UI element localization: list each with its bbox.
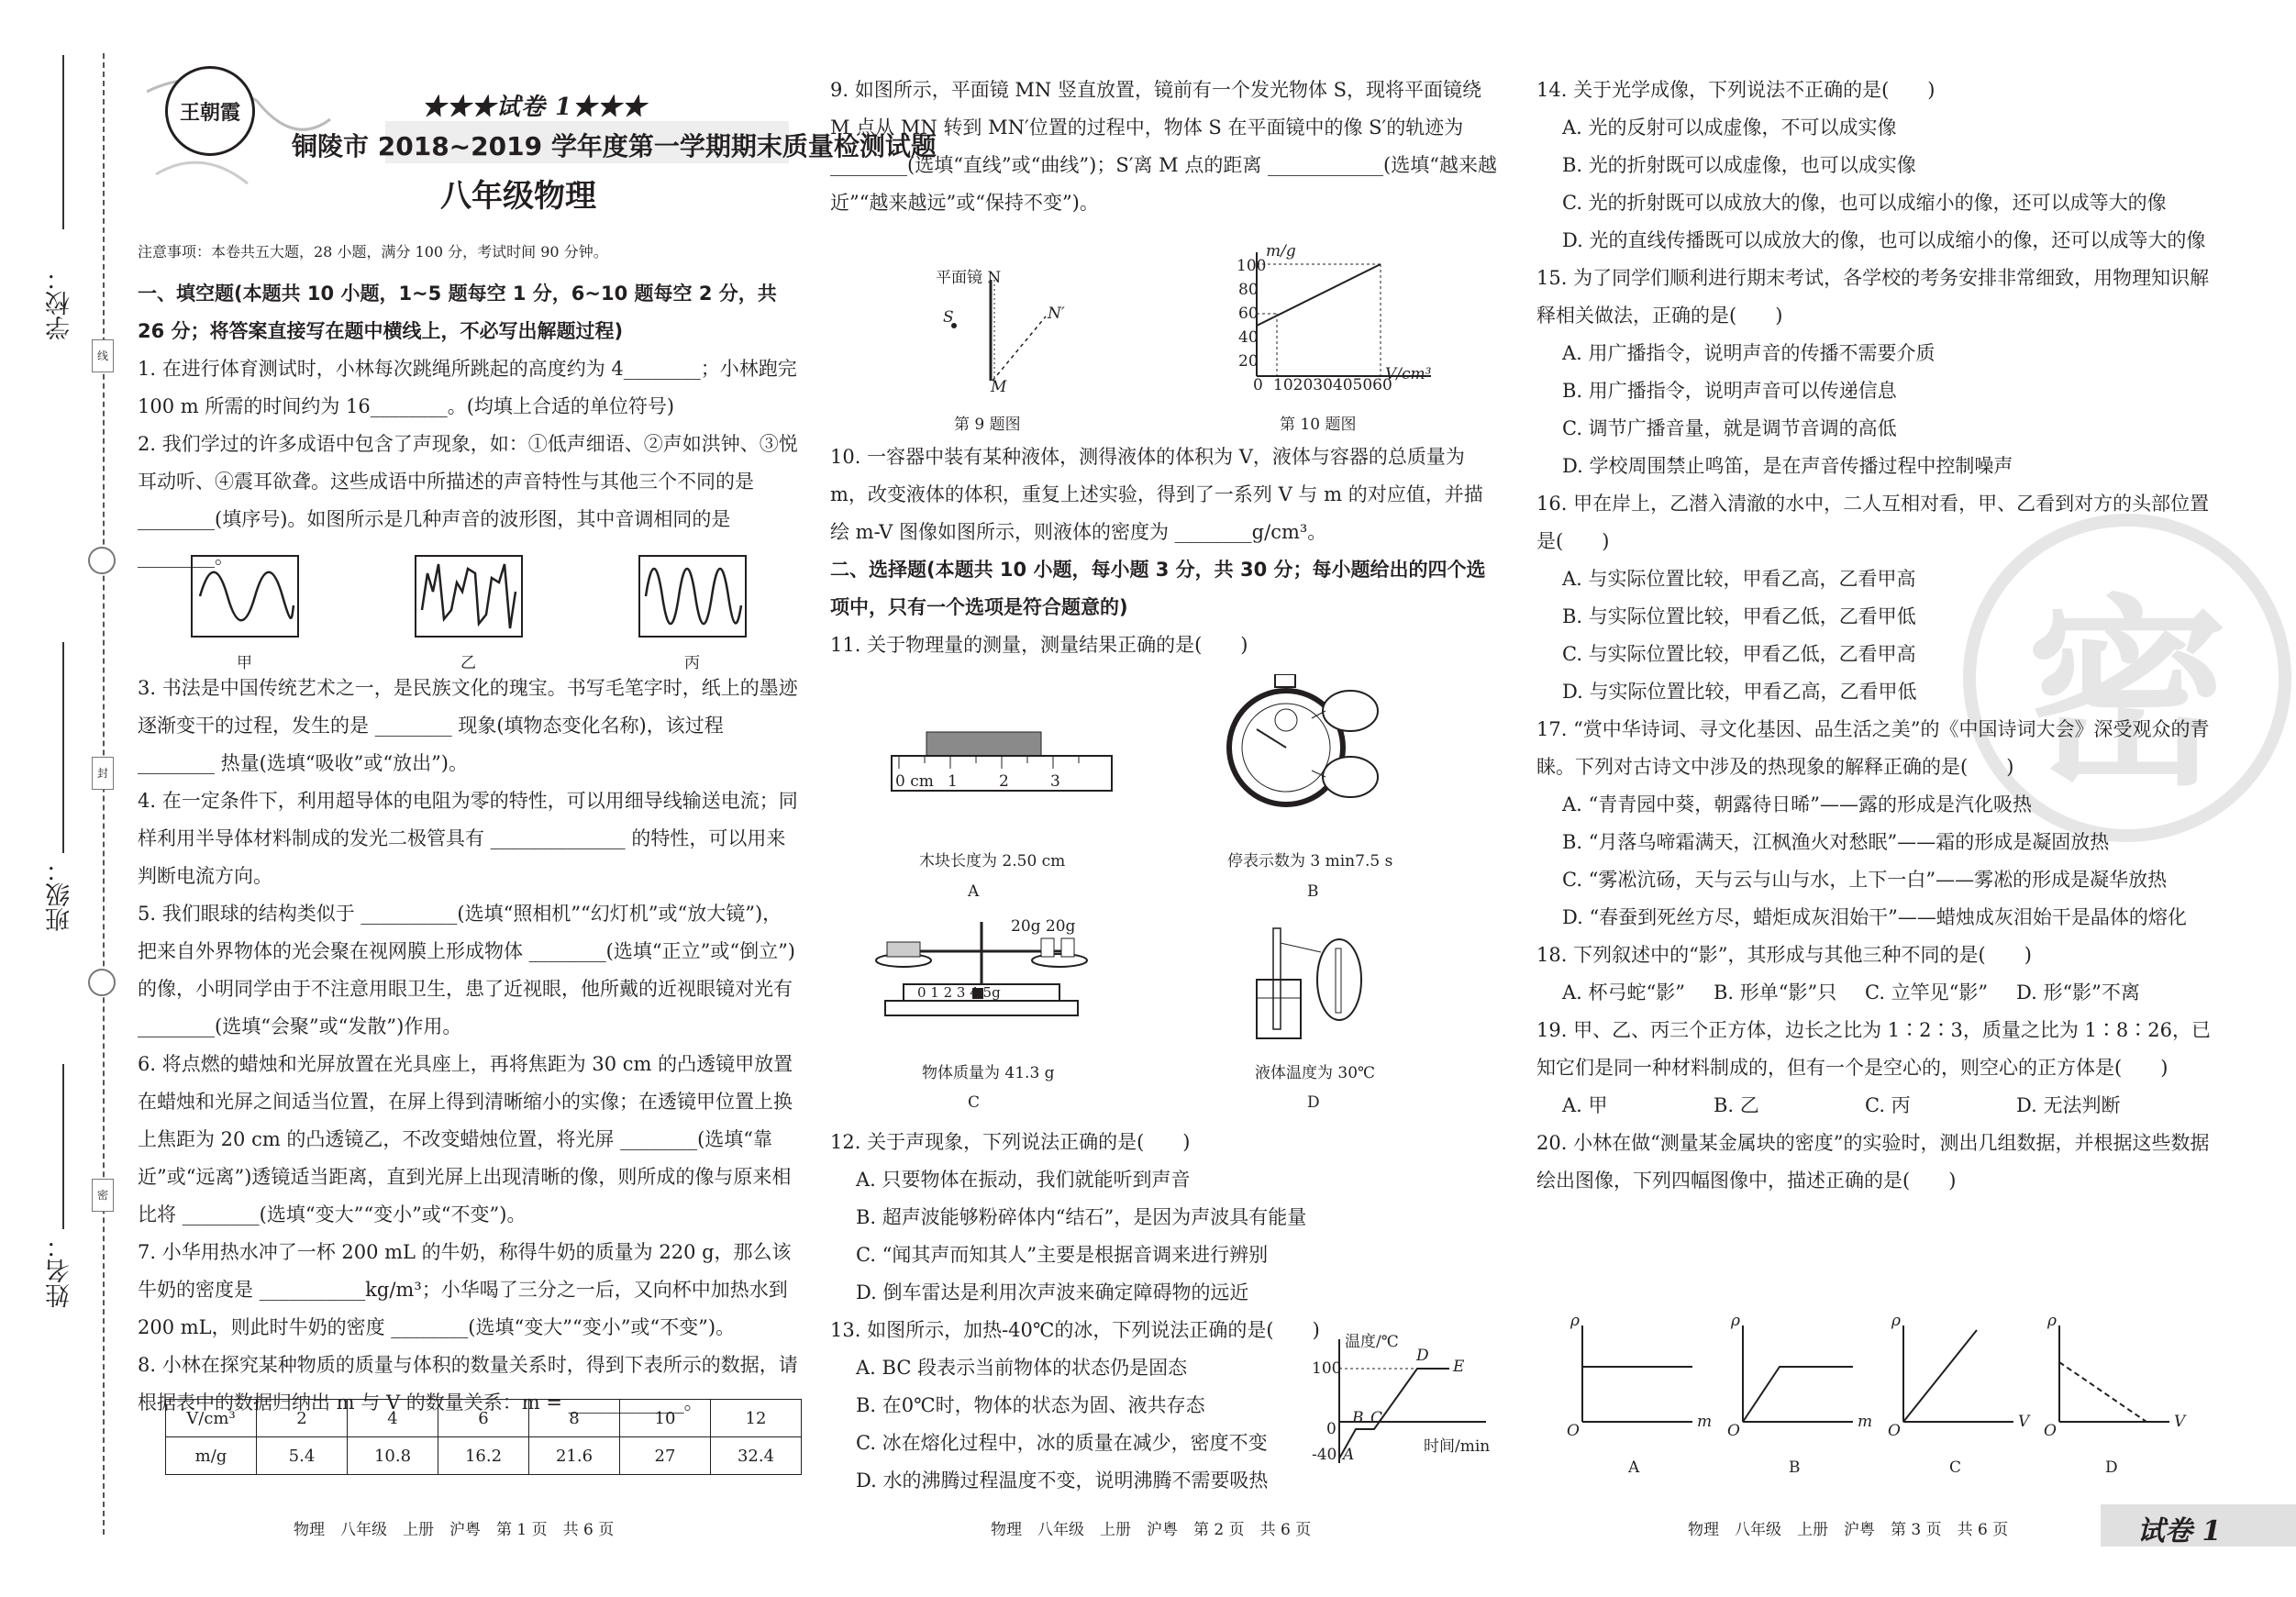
table-row [166,1400,802,1437]
section-1-heading: 一、填空题(本题共 10 小题，1~5 题每空 1 分，6~10 题每空 2 分，共 26 分；将答案直接写在题中横线上，不必写出解题过程) [138,283,777,342]
figure-9-s: S [943,308,954,327]
table-cell: 32.4 [711,1437,802,1475]
q17-option-b: B. “月落乌啼霜满天，江枫渔火对愁眠”——霜的形成是凝固放热 [1562,831,2110,853]
q15-option-d: D. 学校周围禁止鸣笛，是在声音传播过程中控制噪声 [1562,455,2013,477]
q14-option-d: D. 光的直线传播既可以成放大的像，也可以成缩小的像，还可以成等大的像 [1562,229,2206,251]
figure-9-mirror-label: 平面镜 N [936,269,1002,287]
figure-10-y20: 20 [1238,352,1259,371]
q16-option-d: D. 与实际位置比较，甲看乙高，乙看甲低 [1562,681,1917,703]
corner-label: 试卷 1 [2137,1515,2222,1547]
question-9: 9. 如图所示，平面镜 MN 竖直放置，镜前有一个发光物体 S，现将平面镜绕 M 点从 MN 转到 MN′位置的过程中，物体 S 在平面镜中的像 S′的轨迹为 ________(选填“直线”或“曲线”)；S′离 M 点的距离 ____________(选填“越来越近”“越来越远”或“保持不变”)。 [830,79,1497,214]
figure-11b-letter: B [1307,882,1319,901]
q20-b-o: O [1727,1422,1740,1440]
figure-10-y60: 60 [1238,305,1259,323]
q19-option-a: A. 甲 [1562,1094,1608,1116]
q20-d-o: O [2044,1422,2057,1440]
table-cell: 6 [438,1400,529,1437]
figure-10-origin: 0 [1253,376,1263,394]
q20-d-y: ρ [2047,1312,2057,1330]
question-19: 19. 甲、乙、丙三个正方体，边长之比为 1∶2∶3，质量之比为 1∶8∶26，已知它们是同一种材料制成的，但有一个是空心的，则空心的正方体是( ) [1536,1019,2211,1079]
q18-option-c: C. 立竿见“影” [1865,981,1989,1004]
table-cell: 21.6 [529,1437,620,1475]
table-cell: 10 [620,1400,711,1437]
q20-graph-a [1564,1316,1702,1439]
question-12: 12. 关于声现象，下列说法正确的是( ) [830,1131,1191,1153]
data-table [165,1399,802,1475]
question-10: 10. 一容器中装有某种液体，测得液体的体积为 V，液体与容器的总质量为 m，改变液体的体积，重复上述实验，得到了一系列 V 与 m 的对应值，并描绘 m-V 图像如图所示，则液体的密度为 ________g/cm³。 [830,446,1483,543]
figure-13-y100: 100 [1312,1359,1342,1378]
wave-figure-b [415,555,523,641]
q15-option-a: A. 用广播指令，说明声音的传播不需要介质 [1562,342,1936,364]
figure-10-y40: 40 [1238,328,1259,347]
exam-notice: 注意事项：本卷共五大题，28 小题，满分 100 分，考试时间 90 分钟。 [138,243,608,261]
q16-option-a: A. 与实际位置比较，甲看乙高，乙看甲高 [1562,568,1916,590]
figure-11d-letter: D [1307,1093,1320,1112]
question-14: 14. 关于光学成像，下列说法不正确的是( ) [1536,79,1936,101]
brand-logo-text: 王朝霞 [179,100,240,125]
q17-option-a: A. “青青园中葵，朝露待日晞”——露的形成是汽化吸热 [1562,793,2032,815]
q20-c-letter: C [1949,1458,1962,1477]
q16-option-b: B. 与实际位置比较，甲看乙低，乙看甲低 [1562,605,1916,627]
wave-figure-c [638,555,747,641]
question-15: 15. 为了同学们顺利进行期末考试，各学校的考务安排非常细致，用物理知识解释相关做法，正确的是( ) [1536,267,2210,327]
name-line [62,1064,64,1229]
question-5: 5. 我们眼球的结构类似于 __________(选填“照相机”“幻灯机”或“放大镜”)，把来自外界物体的光会聚在视网膜上形成物体 ________(选填“正立”或“倒立”)的像，小明同学由于不注意用眼卫生，患了近视眼，他所戴的近视眼镜对光有 ________(选填“会聚”或“发散”)作用。 [138,903,796,1037]
question-16: 16. 甲在岸上，乙潜入清澈的水中，二人互相对看，甲、乙看到对方的头部位置是( ) [1536,493,2210,552]
q19-options [1536,1087,2215,1125]
q20-a-letter: A [1628,1458,1640,1477]
table-cell: 5.4 [257,1437,348,1475]
q20-graph-d [2041,1316,2179,1439]
q20-b-x: m [1858,1413,1873,1431]
figure-10-xlabel: V/cm³ [1385,365,1432,383]
q20-b-y: ρ [1731,1312,1740,1330]
table-cell: 16.2 [438,1437,529,1475]
q20-a-y: ρ [1570,1312,1580,1330]
wave-label-b: 乙 [460,654,476,672]
figure-10-y100: 100 [1237,257,1267,275]
ruler-tick-3: 3 [1050,772,1060,791]
figure-9-caption: 第 9 题图 [954,416,1021,434]
wave-label-a: 甲 [237,654,252,672]
q18-option-b: B. 形单“影”只 [1714,981,1837,1004]
q16-option-c: C. 与实际位置比较，甲看乙低，乙看甲高 [1562,643,1916,665]
q14-option-a: A. 光的反射可以成虚像，不可以成实像 [1562,116,1897,139]
question-18: 18. 下列叙述中的“影”，其形成与其他三种不同的是( ) [1536,944,2032,966]
q13-option-a: A. BC 段表示当前物体的状态仍是固态 [856,1357,1188,1379]
question-6: 6. 将点燃的蜡烛和光屏放置在光具座上，再将焦距为 30 cm 的凸透镜甲放置在蜡烛和光屏之间适当位置，在屏上得到清晰缩小的实像；在透镜甲位置上换上焦距为 20 cm 的凸透镜乙，不改变蜡烛位置，将光屏 ________(选填“靠近”或“远离”)透镜适当距离，直到光屏上出现清晰的像，则所成的像与原来相比将 ________(选填“变大”“变小”或“不变”)。 [138,1053,793,1225]
figure-13-point-a: A [1343,1446,1355,1464]
exam-title: 铜陵市 2018~2019 学年度第一学期期末质量检测试题 [292,131,937,161]
binding-hole [88,969,116,996]
q14-option-b: B. 光的折射既可以成虚像，也可以成实像 [1562,154,1916,176]
binding-tab-line: 线 [92,339,114,372]
q12-option-d: D. 倒车雷达是利用次声波来确定障碍物的远近 [856,1281,1249,1303]
figure-11d-caption: 液体温度为 30℃ [1255,1064,1376,1082]
figure-10-ylabel: m/g [1266,242,1296,261]
watermark-stamp-text: 密 [2025,578,2228,813]
question-20: 20. 小林在做“测量某金属块的密度”的实验时，测出几组数据，并根据这些数据绘出图像，下列四幅图像中，描述正确的是( ) [1536,1132,2210,1192]
q18-option-a: A. 杯弓蛇“影” [1562,981,1685,1004]
footer-page-1: 物理 八年级 上册 沪粤 第 1 页 共 6 页 [294,1521,615,1539]
column-3 [1536,72,2215,1200]
q20-d-x: V [2174,1413,2186,1431]
figure-13-ym40: -40 [1312,1446,1337,1464]
figure-11c-letter: C [968,1093,981,1112]
question-3: 3. 书法是中国传统艺术之一，是民族文化的瑰宝。书写毛笔字时，纸上的墨迹逐渐变干的过程，发生的是 ________ 现象(填物态变化名称)，该过程 ________ 热量(选填“吸收”或“放出”)。 [138,677,798,774]
ruler-tick-1: 1 [948,772,958,791]
q20-b-letter: B [1789,1458,1801,1477]
table-cell: 2 [257,1400,348,1437]
figure-11c-weights: 20g 20g [1011,917,1076,936]
q20-a-x: m [1697,1413,1713,1431]
figure-11c-caption: 物体质量为 41.3 g [922,1064,1055,1082]
column-2-cont [830,438,1500,664]
ruler-tick-0: 0 cm [895,772,934,791]
class-line [62,642,64,853]
binding-line [103,53,105,1535]
exam-badge: ★★★试卷 1★★★ [422,94,648,121]
footer-page-3: 物理 八年级 上册 沪粤 第 3 页 共 6 页 [1688,1521,2009,1539]
figure-13-origin: 0 [1326,1420,1337,1438]
q18-options [1536,974,2215,1012]
figure-11c-scale: 0 1 2 3 4 5g [917,984,1001,1001]
figure-13-point-e: E [1453,1358,1465,1376]
q18-option-d: D. 形“影”不离 [2016,981,2140,1004]
figure-11a-letter: A [968,882,980,901]
figure-9-nprime: N′ [1048,305,1065,323]
q20-graph-c [1885,1316,2023,1439]
q13-option-b: B. 在0℃时，物体的状态为固、液共存态 [856,1394,1205,1416]
sidebar-class-label: 班级： [46,858,74,932]
table-cell: 4 [348,1400,438,1437]
ruler-tick-2: 2 [999,772,1009,791]
q20-a-o: O [1567,1422,1580,1440]
exam-subject: 八年级物理 [440,178,596,215]
q17-option-c: C. “雾凇沆砀，天与云与山与水，上下一白”——雾凇的形成是凝华放热 [1562,869,2168,891]
q20-d-letter: D [2105,1458,2118,1477]
figure-10-y80: 80 [1238,281,1259,299]
table-cell: 27 [620,1437,711,1475]
binding-tab-secret: 密 [92,1179,114,1212]
sidebar-name-label: 姓名： [46,1234,74,1308]
question-8: 8. 小林在探究某种物质的质量与体积的数量关系时，得到下表所示的数据，请根据表中的数据归纳出 m 与 V 的数量关系：m = ____________。 [138,1354,798,1414]
figure-13-point-d: D [1416,1347,1429,1365]
figure-13-point-b: B [1352,1409,1364,1427]
q12-option-a: A. 只要物体在振动，我们就能听到声音 [856,1169,1191,1191]
question-1: 1. 在进行体育测试时，小林每次跳绳所跳起的高度约为 4________；小林跑完 100 m 所需的时间约为 16________。(均填上合适的单位符号) [138,358,797,417]
school-line [62,55,64,229]
binding-tab-seal: 封 [92,757,114,790]
question-11: 11. 关于物理量的测量，测量结果正确的是( ) [830,634,1248,656]
wave-figure-a [191,555,299,641]
column-2 [830,72,1500,222]
table-row [166,1437,802,1475]
q15-option-b: B. 用广播指令，说明声音可以传递信息 [1562,380,1897,402]
figure-10-xticks: 102030405060 [1273,376,1392,394]
figure-13-point-c: C [1370,1409,1383,1427]
figure-11b-caption: 停表示数为 3 min7.5 s [1227,852,1393,871]
q19-option-c: C. 丙 [1865,1094,1911,1116]
binding-hole [88,547,116,574]
figure-9-m: M [991,378,1007,396]
q17-option-d: D. “春蚕到死丝方尽，蜡炬成灰泪始干”——蜡烛成灰泪始干是晶体的熔化 [1562,906,2187,928]
q19-option-d: D. 无法判断 [2016,1094,2121,1116]
column-1 [138,275,798,576]
q13-option-c: C. 冰在熔化过程中，冰的质量在减少，密度不变 [856,1432,1268,1454]
q20-c-x: V [2018,1413,2030,1431]
question-4: 4. 在一定条件下，利用超导体的电阻为零的特性，可以用细导线输送电流；同样利用半导体材料制成的发光二极管具有 ______________ 的特性，可以用来判断电流方向。 [138,790,798,887]
q14-option-c: C. 光的折射既可以成放大的像，也可以成缩小的像，还可以成等大的像 [1562,192,2167,214]
q12-option-b: B. 超声波能够粉碎体内“结石”，是因为声波具有能量 [856,1206,1307,1228]
section-2-heading: 二、选择题(本题共 10 小题，每小题 3 分，共 30 分；每小题给出的四个选项中，只有一个选项是符合题意的) [830,559,1486,618]
question-17: 17. “赏中华诗词、寻文化基因、品生活之美”的《中国诗词大会》深受观众的青睐。下列对古诗文中涉及的热现象的解释正确的是( ) [1536,718,2210,778]
question-13: 13. 如图所示，加热-40℃的冰，下列说法正确的是( ) [830,1319,1320,1341]
table-head-m: m/g [166,1437,257,1475]
figure-13-xlabel: 时间/min [1424,1437,1491,1456]
table-cell: 12 [711,1400,802,1437]
question-7: 7. 小华用热水冲了一杯 200 mL 的牛奶，称得牛奶的质量为 220 g，那么该牛奶的密度是 ___________kg/m³；小华喝了三分之一后，又向杯中加热水到 200 mL，则此时牛奶的密度 ________(选填“变大”“变小”或“不变”)。 [138,1241,792,1338]
column-1-cont [138,670,798,1422]
question-2: 2. 我们学过的许多成语中包含了声现象，如：①低声细语、②声如洪钟、③悦耳动听、④震耳欲聋。这些成语中所描述的声音特性与其他三个不同的是 ________(填序号)。如图所示是几种声音的波形图，其中音调相同的是 ________。 [138,433,798,568]
q13-option-d: D. 水的沸腾过程温度不变，说明沸腾不需要吸热 [856,1469,1269,1492]
figure-11b-stopwatch [1220,674,1403,815]
figure-11a-caption: 木块长度为 2.50 cm [919,852,1066,871]
q12-option-c: C. “闻其声而知其人”主要是根据音调来进行辨别 [856,1244,1269,1266]
footer-page-2: 物理 八年级 上册 沪粤 第 2 页 共 6 页 [991,1521,1312,1539]
figure-13-ylabel: 温度/℃ [1345,1333,1399,1351]
figure-10-caption: 第 10 题图 [1280,416,1357,434]
q15-option-c: C. 调节广播音量，就是调节音调的高低 [1562,417,1897,439]
wave-label-c: 丙 [684,654,700,672]
q20-c-o: O [1888,1422,1901,1440]
figure-11d-thermometer [1238,925,1385,1048]
table-head-v: V/cm³ [166,1400,257,1437]
table-cell: 10.8 [348,1437,438,1475]
brand-logo [165,66,255,156]
sidebar-school-label: 学校： [46,266,74,340]
q20-c-y: ρ [1891,1312,1901,1330]
q20-graph-b [1725,1316,1862,1439]
table-cell: 8 [529,1400,620,1437]
q19-option-b: B. 乙 [1714,1094,1759,1116]
